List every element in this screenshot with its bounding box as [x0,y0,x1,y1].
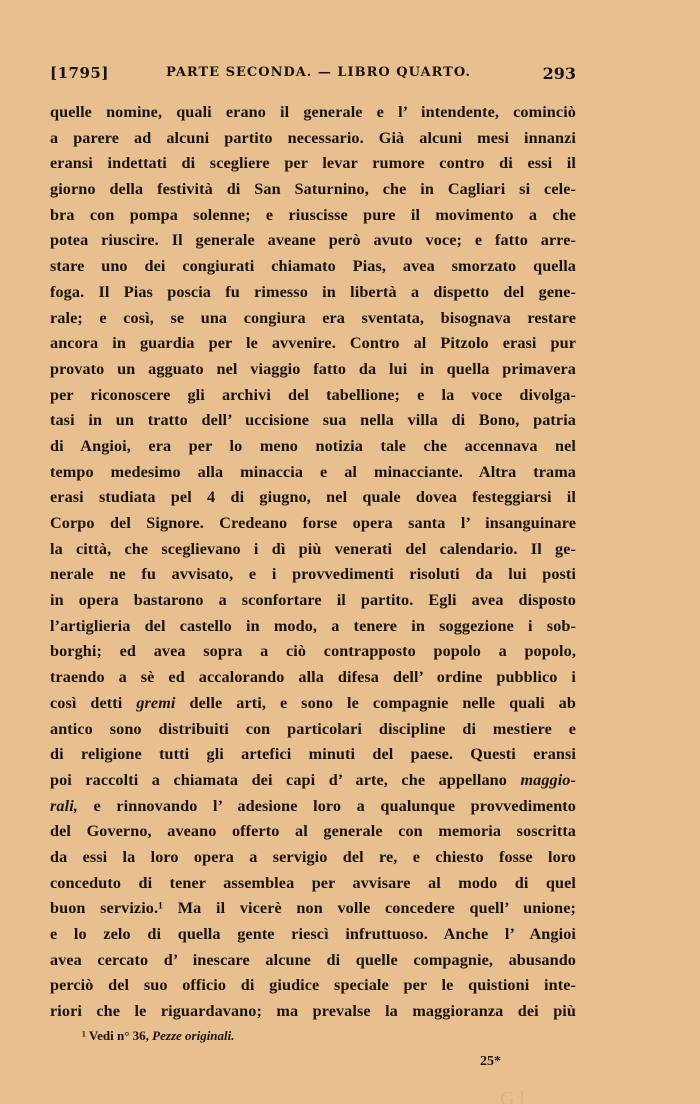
footnote-marker: ¹ [82,1028,86,1043]
running-title: PARTE SECONDA. — LIBRO QUARTO. [166,65,471,80]
text-line: provato un agguato nel viaggio fatto da lui in quella primavera [50,359,576,378]
text-line: la città, che sceglievano i dì più venerati del calendario. Il ge- [50,539,576,558]
text-line: foga. Il Pias poscia fu rimesso in libertà a dispetto del gene- [50,282,576,301]
italic-term: gremi [136,693,176,712]
text-line: in opera bastarono a sconfortare il partito. Egli avea disposto [50,591,576,610]
signature-mark: 25* [480,1054,501,1069]
text-line: potea riuscire. Il generale aveane però avuto voce; e fatto arre- [50,231,576,250]
text-line: conceduto di tener assemblea per avvisare al modo di quel [50,873,576,892]
text-line: erasi studiata pel 4 di giugno, nel quale dovea festeggiarsi il [50,488,576,507]
text-line: perciò del suo officio di giudice speciale per le quistioni inte- [50,976,576,995]
text-line: del Governo, aveano offerto al generale con memoria soscritta [50,822,576,841]
header-year: [1795] [50,64,109,82]
text-line: borghi; ed avea sopra a ciò contrapposto popolo a popolo, [50,642,576,661]
text-line: così detti gremi delle arti, e sono le compagnie nelle quali ab [50,693,576,712]
text-line: giorno della festività di San Saturnino, che in Cagliari si cele- [50,180,576,199]
text-line: antico sono distribuiti con particolari discipline di mestiere e [50,719,576,738]
italic-term: maggio- [520,770,576,789]
watermark-fragment: G l [500,1088,525,1104]
text-line: avea cercato d’ inescare alcune di quelle compagnie, abusando [50,950,576,969]
text-line: buon servizio.¹ Ma il vicerè non volle concedere quell’ unione; [50,899,576,918]
text-line: rali, e rinnovando l’ adesione loro a qualunque provvedimento [50,796,576,815]
text-line: da essi la loro opera a servigio del re, e chiesto fosse loro [50,847,576,866]
text-line: tempo medesimo alla minaccia e al minacciante. Altra trama [50,462,576,481]
text-line: quelle nomine, quali erano il generale e l’ intendente, cominciò [50,103,576,121]
text-line: di religione tutti gli artefici minuti del paese. Questi eransi [50,745,576,764]
text-line: stare uno dei congiurati chiamato Pias, avea smorzato quella [50,257,576,276]
text-line: e lo zelo di quella gente riescì infruttuoso. Anche l’ Angioi [50,925,576,943]
footnote-italic: Pezze originali. [152,1028,235,1043]
text-line: eransi indettati di scegliere per levar rumore contro di essi il [50,154,576,173]
page-header [50,64,576,94]
text-line: tasi in un tratto dell’ uccisione sua nella villa di Bono, patria [50,411,576,430]
text-line: ancora in guardia per le avvenire. Contro al Pitzolo erasi pur [50,334,576,353]
italic-term: rali, [50,796,78,815]
body-text [50,100,576,1025]
text-line: per riconoscere gli archivi del tabellione; e la voce divolga- [50,385,576,404]
footnote [82,1028,235,1044]
text-line: nerale ne fu avvisato, e i provvedimenti risoluti da lui posti [50,565,576,584]
text-line: di Angioi, era per lo meno notizia tale che accennava nel [50,436,576,455]
text-line: rale; e così, se una congiura era sventata, bisognava restare [50,308,576,327]
footnote-text: Vedi n° 36, [88,1028,149,1043]
text-line: riori che le riguardavano; ma prevalse la maggioranza dei più [50,1002,576,1021]
text-line: a parere ad alcuni partito necessario. Già alcuni mesi innanzi [50,128,576,147]
text-line: Corpo del Signore. Credeano forse opera santa l’ insanguinare [50,514,576,532]
text-line: l’artiglieria del castello in modo, a tenere in soggezione i sob- [50,616,576,635]
text-line: poi raccolti a chiamata dei capi d’ arte, che appellano maggio- [50,770,576,789]
text-line: traendo a sè ed accalorando alla difesa dell’ ordine pubblico i [50,668,576,687]
page-number: 293 [542,64,576,83]
text-line: bra con pompa solenne; e riuscisse pure il movimento a che [50,205,576,224]
